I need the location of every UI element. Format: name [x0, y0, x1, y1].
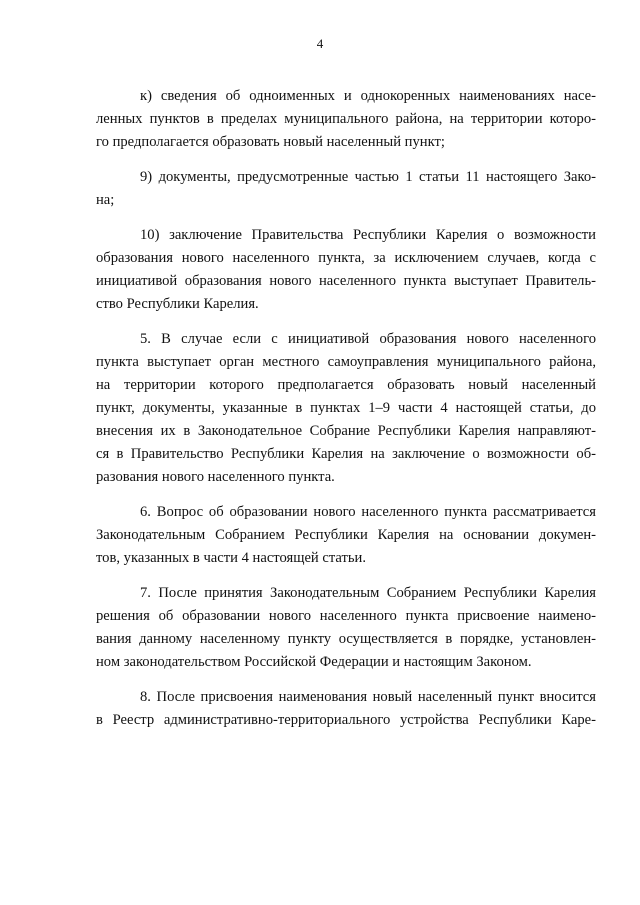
text-line: 8. После присвоения наименования новый населенный пункт вносится	[140, 689, 596, 705]
text-line: ном законодательством Российской Федерации и настоящим Законом.	[96, 654, 532, 670]
text-line: 9) документы, предусмотренные частью 1 статьи 11 настоящего Зако-	[140, 169, 596, 185]
document-body	[96, 85, 596, 744]
paragraph-k-item	[96, 85, 596, 154]
text-line: пункта выступает орган местного самоуправления муниципального района,	[96, 354, 596, 370]
paragraph-part-6	[96, 501, 596, 570]
text-line: на территории которого предполагается образовать новый населенный	[96, 377, 596, 393]
text-line: внесения их в Законодательное Собрание Республики Карелия направляют-	[96, 423, 596, 439]
text-line: инициативой образования нового населенного пункта выступает Правитель-	[96, 273, 596, 289]
text-line: ся в Правительство Республики Карелия на заключение о возможности об-	[96, 446, 596, 462]
text-line: ство Республики Карелия.	[96, 296, 259, 312]
text-line: 10) заключение Правительства Республики Карелия о возможности	[140, 227, 596, 243]
text-line: тов, указанных в части 4 настоящей статьи.	[96, 550, 367, 566]
paragraph-part-5	[96, 328, 596, 489]
text-line: вания данному населенному пункту осуществляется в порядке, установлен-	[96, 631, 596, 647]
text-line: го предполагается образовать новый населенный пункт;	[96, 134, 445, 150]
text-line: 7. После принятия Законодательным Собранием Республики Карелия	[140, 585, 596, 601]
text-line: Законодательным Собранием Республики Карелия на основании докумен-	[96, 527, 596, 543]
text-line: 5. В случае если с инициативой образования нового населенного	[140, 331, 596, 347]
text-line: разования нового населенного пункта.	[96, 469, 335, 485]
text-line: к) сведения об одноименных и однокоренных наименованиях насе-	[140, 88, 596, 104]
text-line: пункт, документы, указанные в пунктах 1–9 части 4 настоящей статьи, до	[96, 400, 596, 416]
paragraph-part-7	[96, 582, 596, 674]
paragraph-part-8	[96, 686, 596, 732]
text-line: решения об образовании нового населенного пункта присвоение наимено-	[96, 608, 596, 624]
paragraph-item-10	[96, 224, 596, 316]
text-line: 6. Вопрос об образовании нового населенного пункта рассматривается	[140, 504, 596, 520]
text-line: образования нового населенного пункта, за исключением случаев, когда с	[96, 250, 596, 266]
text-line: на;	[96, 192, 115, 208]
paragraph-item-9	[96, 166, 596, 212]
page-number: 4	[316, 36, 324, 51]
text-line: в Реестр административно-территориального устройства Республики Каре-	[96, 712, 596, 728]
text-line: ленных пунктов в пределах муниципального района, на территории которо-	[96, 111, 596, 127]
